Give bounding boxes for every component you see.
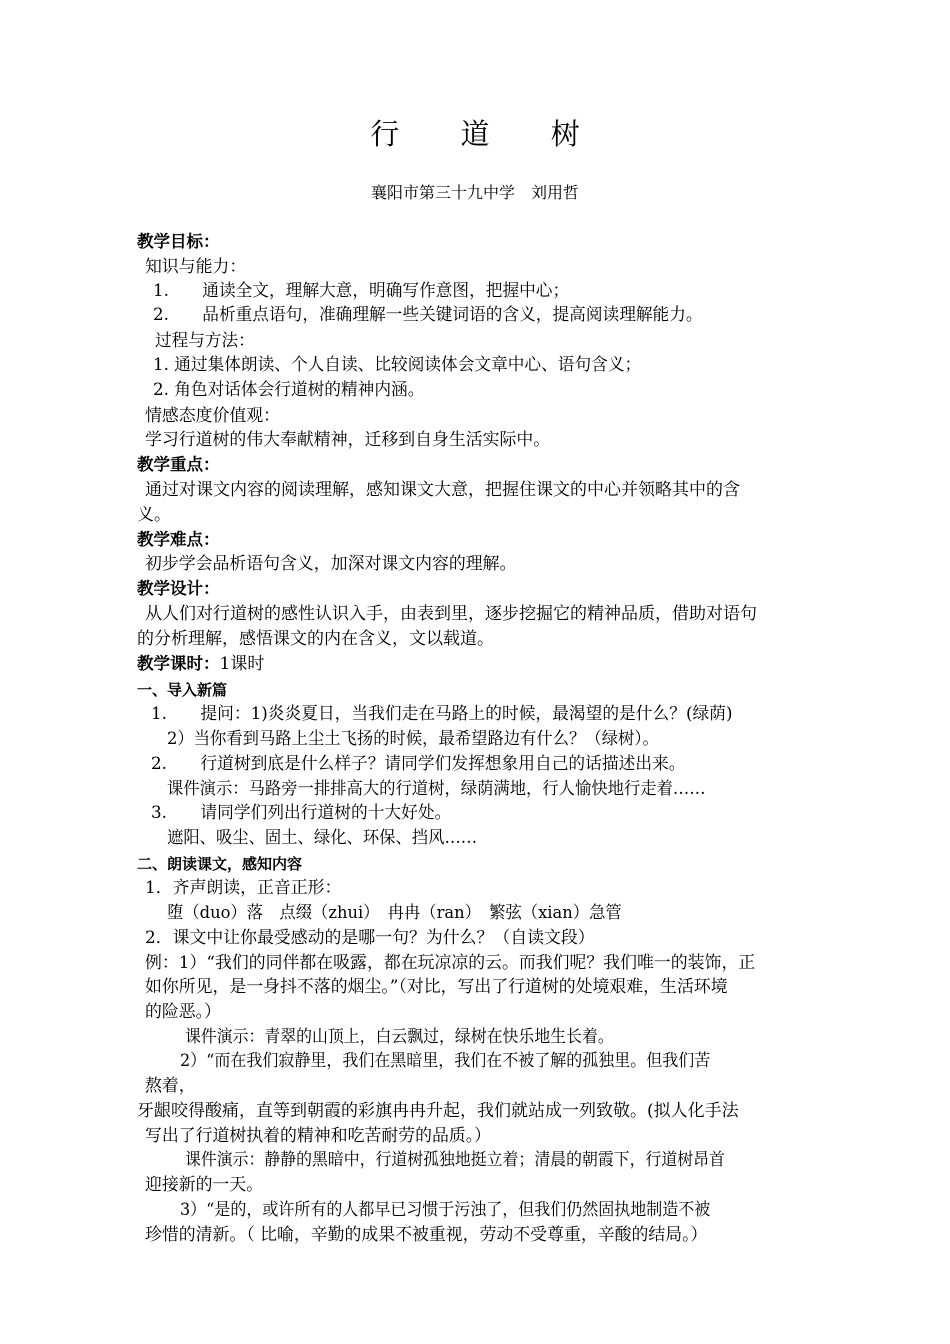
heading-objectives: 教学目标： <box>137 232 220 251</box>
section-heading-intro: 一、导入新篇 <box>137 681 228 699</box>
text-line: 1. 提问：1)炎炎夏日，当我们走在马路上的时候，最渴望的是什么？(绿荫) <box>151 704 733 724</box>
text-line: 例：1）“我们的同伴都在吸露，都在玩凉凉的云。而我们呢？我们唯一的装饰，正 <box>145 953 756 973</box>
text-line: 2. 行道树到底是什么样子？请同学们发挥想象用自己的话描述出来。 <box>151 754 686 774</box>
text-line: 3. 请同学们列出行道树的十大好处。 <box>151 803 452 823</box>
text-line: 熬着， <box>145 1076 196 1096</box>
text-line: 2）当你看到马路上尘土飞扬的时候，最希望路边有什么？（绿树）。 <box>167 729 659 749</box>
text-line: 遮阳、吸尘、固土、绿化、环保、挡风…… <box>167 828 478 848</box>
text-line: 课件演示：马路旁一排排高大的行道树，绿荫满地，行人愉快地行走着…… <box>167 779 706 799</box>
heading-design: 教学设计： <box>137 579 220 598</box>
text-line: 从人们对行道树的感性认识入手，由表到里，逐步挖掘它的精神品质，借助对语句 <box>145 604 757 624</box>
text-line: 义。 <box>137 505 171 525</box>
lesson-time <box>137 652 817 676</box>
section-heading-reading: 二、朗读课文，感知内容 <box>137 855 303 873</box>
text-line: 通过对课文内容的阅读理解，感知课文大意，把握住课文的中心并领略其中的含 <box>145 480 740 500</box>
text-line: 知识与能力： <box>145 257 247 277</box>
text-line: 1. 通读全文，理解大意，明确写作意图，把握中心； <box>153 281 570 301</box>
heading-key-points: 教学重点： <box>137 455 220 474</box>
text-line: 迎接新的一天。 <box>145 1175 264 1195</box>
text-line: 情感态度价值观： <box>145 406 281 426</box>
author-line: 襄阳市第三十九中学 刘用哲 <box>370 183 579 202</box>
text-line: 2. 角色对话体会行道树的精神内涵。 <box>153 380 425 400</box>
text-line: 的分析理解，感悟课文的内在含义，文以载道。 <box>137 629 494 649</box>
text-line: 初步学会品析语句含义，加深对课文内容的理解。 <box>145 554 517 574</box>
text-line: 如你所见，是一身抖不落的烟尘。”（对比，写出了行道树的处境艰难，生活环境 <box>145 977 728 997</box>
text-line: 课件演示：静静的黑暗中，行道树孤独地挺立着；清晨的朝霞下，行道树昂首 <box>185 1150 725 1170</box>
text-line: 1. 通过集体朗读、个人自读、比较阅读体会文章中心、语句含义； <box>153 355 642 375</box>
text-line: 2．课文中让你最受感动的是哪一句？为什么？（自读文段） <box>145 928 595 948</box>
text-line: 牙龈咬得酸痛，直等到朝霞的彩旗冉冉升起，我们就站成一列致敬。(拟人化手法 <box>137 1101 739 1121</box>
text-line: 的险恶。） <box>145 1002 221 1022</box>
heading-difficulties: 教学难点： <box>137 530 220 549</box>
text-line: 写出了行道树执着的精神和吃苦耐劳的品质。） <box>145 1126 492 1146</box>
text-line: 2. 品析重点语句，准确理解一些关键词语的含义，提高阅读理解能力。 <box>153 305 703 325</box>
text-line: 3）“是的，或许所有的人都早已习惯于污浊了，但我们仍然固执地制造不被 <box>180 1200 711 1220</box>
text-line: 学习行道树的伟大奉献精神，迁移到自身生活实际中。 <box>145 430 551 450</box>
text-line: 堕（duo）落 点缀（zhui） 冉冉（ran） 繁弦（xian）急管 <box>167 903 622 923</box>
text-line: 过程与方法： <box>155 331 255 351</box>
lesson-time-label: 教学课时： <box>137 654 220 673</box>
text-line: 课件演示：青翠的山顶上，白云飘过，绿树在快乐地生长着。 <box>185 1027 614 1047</box>
text-line: 2）“而在我们寂静里，我们在黑暗里，我们在不被了解的孤独里。但我们苦 <box>180 1051 711 1071</box>
lesson-time-value: 1课时 <box>219 654 265 674</box>
page-title: 行 道 树 <box>370 117 606 151</box>
text-line: 1．齐声朗读，正音正形： <box>145 878 342 898</box>
text-line: 珍惜的清新。（ 比喻，辛勤的成果不被重视，劳动不受尊重，辛酸的结局。） <box>145 1225 708 1245</box>
